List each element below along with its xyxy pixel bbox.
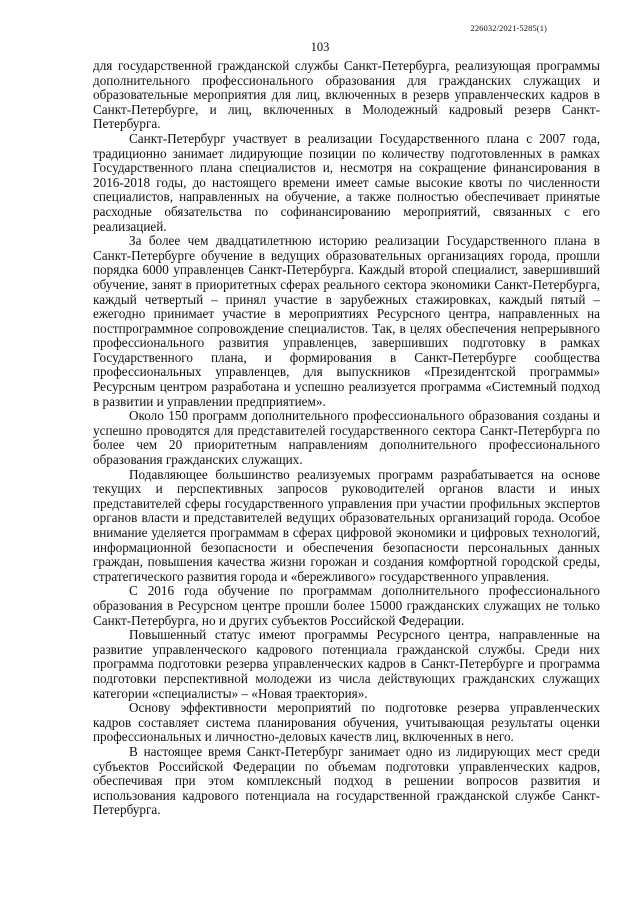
paragraph: Повышенный статус имеют программы Ресурсного центра, направленные на развитие управленческого кадрового потенциала гражданской службы. Среди них программа подготовки резерва управленческих кадров в Санкт-Петербурге и программа подготовки перспективной молодежи из числа действующих гражданских служащих категории «специалисты» – «Новая траектория».: [93, 627, 600, 701]
paragraph-continuation: для государственной гражданской службы Санкт-Петербурга, реализующая программы дополнительного профессионального образования для гражданских служащих и образовательные мероприятия для лиц, включенных в резерв управленческих кадров в Санкт-Петербурге, и лиц, включенных в Молодежный кадровый резерв Санкт-Петербурга.: [93, 58, 600, 132]
paragraph: Подавляющее большинство реализуемых программ разрабатывается на основе текущих и перспективных запросов руководителей органов власти и иных представителей сферы государственного управления при участии профильных экспертов органов власти и представителей ведущих образовательных организаций города. Особое внимание уделяется программам в сферах цифровой экономики и цифровых технологий, информационной безопасности и обеспечения безопасности персональных данных граждан, повышения качества жизни горожан и создания комфортной городской среды, стратегического развития города и «бережливого» государственного управления.: [93, 466, 600, 584]
paragraph: Санкт-Петербург участвует в реализации Государственного плана с 2007 года, традиционно занимает лидирующие позиции по количеству подготовленных в рамках Государственного плана специалистов и, несмотря на сокращение финансирования в 2016-2018 годы, до настоящего времени имеет самые высокие квоты по численности специалистов, направленных на обучение, а также полностью обеспечивает принятые расходные обязательства по софинансированию мероприятий, связанных с его реализацией.: [93, 130, 600, 234]
paragraph: Около 150 программ дополнительного профессионального образования созданы и успешно проводятся для представителей государственного сектора Санкт-Петербурга по более чем 20 приоритетным направлениям дополнительного профессионального образования гражданских служащих.: [93, 408, 600, 468]
paragraph: За более чем двадцатилетнюю историю реализации Государственного плана в Санкт-Петербурге обучение в ведущих образовательных организациях города, прошли порядка 6000 управленцев Санкт-Петербурга. Каждый второй специалист, завершивший обучение, занят в приоритетных сферах реального сектора экономики Санкт-Петербурга, каждый четвертый – принял участие в зарубежных стажировках, каждый пятый – ежегодно принимает участие в мероприятиях Ресурсного центра, направленных на постпрограммное сопровождение специалистов. Так, в целях обеспечения непрерывного профессионального развития управленцев, завершивших подготовку в рамках Государственного плана, и формирования в Санкт-Петербурге сообщества профессиональных управленцев, для выпускников «Президентской программы» Ресурсным центром разработана и успешно реализуется программа «Системный подход в развитии и управлении предприятием».: [93, 233, 600, 409]
page-number: 103: [310, 40, 330, 54]
document-body: [93, 59, 600, 818]
paragraph: С 2016 года обучение по программам дополнительного профессионального образования в Ресурсном центре прошли более 15000 гражданских служащих не только Санкт-Петербурга, но и других субъектов Российской Федерации.: [93, 583, 600, 628]
document-registration-number: 226032/2021-5285(1): [470, 23, 547, 33]
paragraph: Основу эффективности мероприятий по подготовке резерва управленческих кадров составляет система планирования обучения, учитывающая результаты оценки профессиональных и личностно-деловых качеств лиц, включенных в него.: [93, 700, 600, 745]
paragraph: В настоящее время Санкт-Петербург занимает одно из лидирующих мест среди субъектов Российской Федерации по объемам подготовки управленческих кадров, обеспечивая при этом комплексный подход в решении вопросов развития и использования кадрового потенциала на государственной гражданской службе Санкт-Петербурга.: [93, 743, 600, 818]
